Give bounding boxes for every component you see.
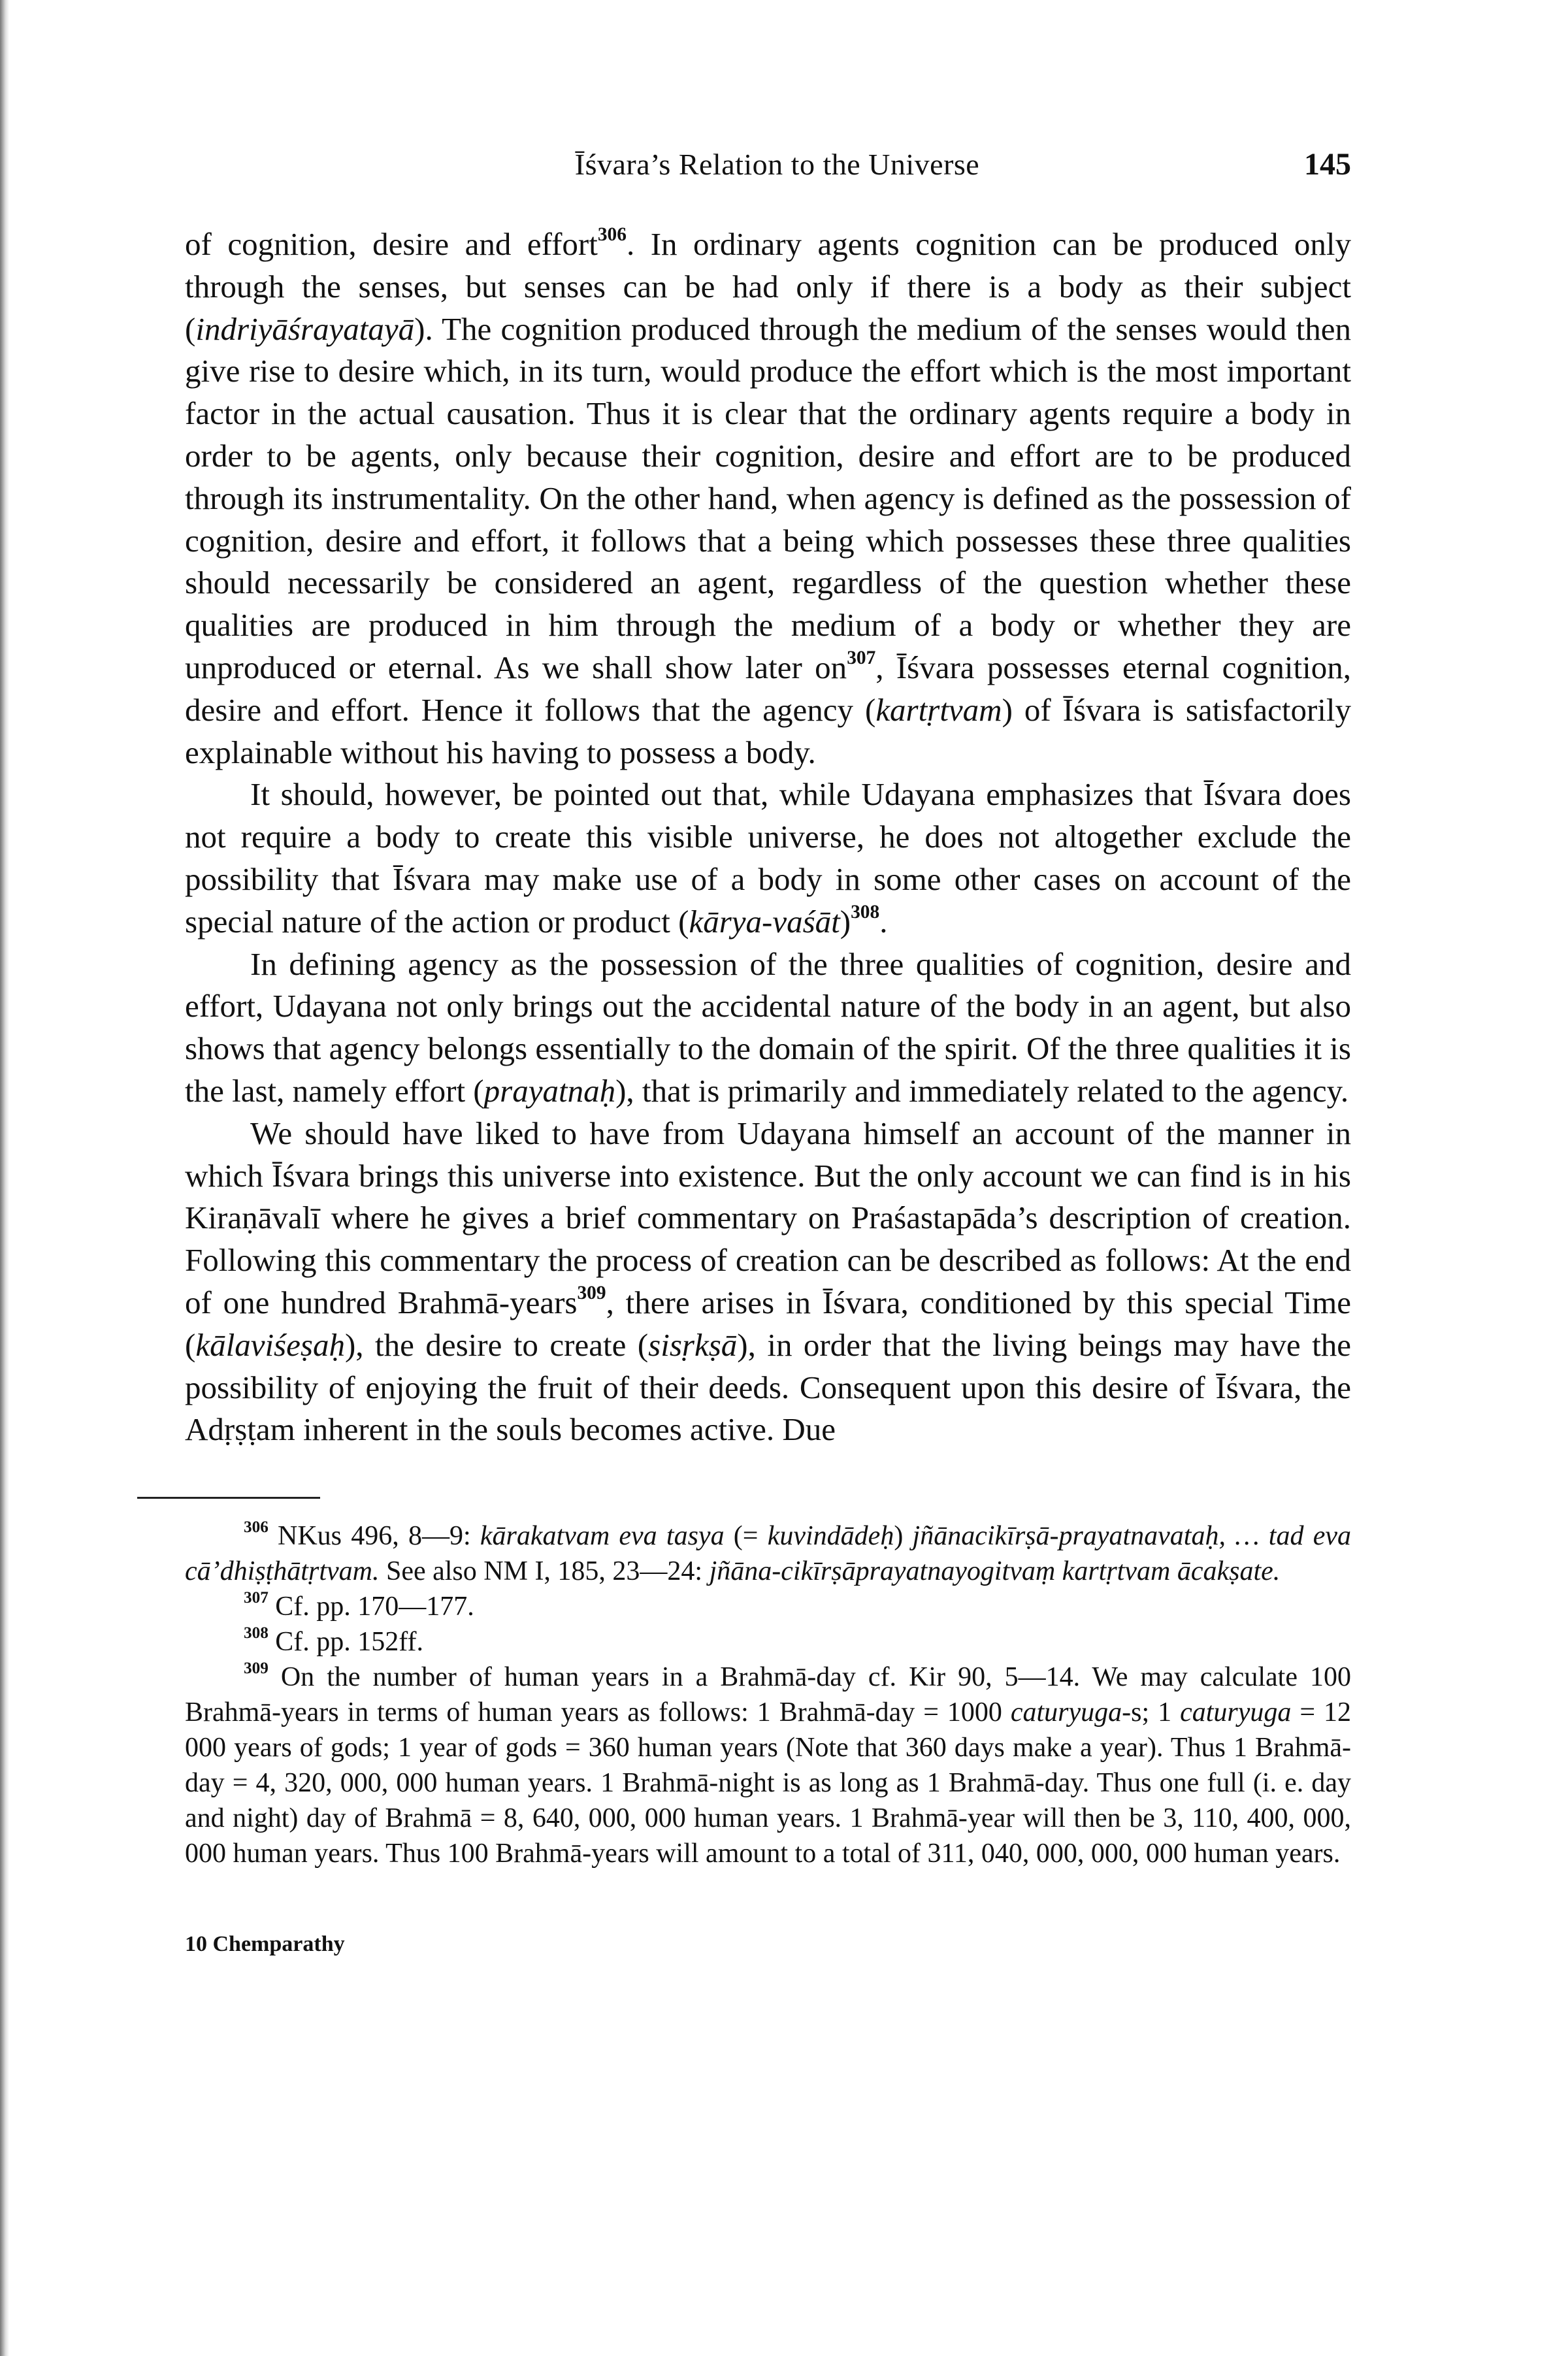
- footnote-reference: 306: [597, 223, 627, 245]
- text-run: ): [840, 903, 851, 940]
- footnote-reference: 307: [244, 1589, 269, 1607]
- text-run: On the number of human years in a Brahmā-day cf. Kir 90, 5—14. We may calculate 100 Brahmā-years in terms of human years as follows: 1 Brahmā-day = 1000: [185, 1662, 1351, 1728]
- italic-term: kālaviśeṣaḥ: [195, 1326, 345, 1363]
- text-run: We should have liked to have from Udayana himself an account of the manner in which Īśvara brings this universe into existence. But the only account we can find is in his Kiraṇāvalī where he gives a brief commentary on Praśastapāda’s description of creation. Following this commentary the process of creation can be described as follows: At the end of one hundred Brahmā-years: [185, 1115, 1351, 1320]
- text-run: In defining agency as the possession of the three qualities of cognition, desire and effort, Udayana not only brings out the accidental nature of the body in an agent, but also shows that agency belongs essentially to the domain of the spirit. Of the three qualities it is the last, namely effort (: [185, 945, 1351, 1109]
- text-run: -s; 1: [1122, 1697, 1181, 1728]
- page-header: [185, 145, 1351, 184]
- text-run: ), the desire to create (: [344, 1326, 649, 1363]
- footnote-reference: 309: [244, 1660, 269, 1678]
- page-number: 145: [1304, 147, 1351, 182]
- text-run: = 12 000 years of gods; 1 year of gods = 360 human years (Note that 360 days make a year). Thus 1 Brahmā-day = 4, 320, 000, 000 human years. 1 Brahmā-night is as long as 1 Brahmā-day. Thus one full (i. e. day and night) day of Brahmā = 8, 640, 000, 000 human years. 1 Brahmā-year will then be 3, 110, 400, 000, 000 human years. Thus 100 Brahmā-years will amount to a total of 311, 040, 000, 000, 000 human years.: [185, 1697, 1351, 1869]
- italic-term: indriyāśrayatayā: [195, 310, 415, 347]
- signature-mark: 10 Chemparathy: [185, 1932, 345, 1957]
- text-run: ) of Īśvara is satisfactorily explainable without his having to possess a body.: [185, 691, 1351, 770]
- footnote-reference: 308: [244, 1624, 269, 1643]
- text-run: ): [894, 1521, 913, 1552]
- footnote-reference: 307: [847, 647, 876, 668]
- italic-term: jñānacikīrṣā-prayatnavataḥ, … tad eva cā’dhiṣṭhātṛtvam.: [185, 1521, 1351, 1587]
- footnotes: [185, 1518, 1351, 1871]
- running-title: Īśvara’s Relation to the Universe: [574, 148, 980, 181]
- footnote-rule: [137, 1497, 320, 1499]
- footnote: [185, 1589, 1351, 1624]
- footnote: [185, 1624, 1351, 1660]
- text-run: Cf. pp. 170—177.: [268, 1592, 474, 1622]
- text-run: , there arises in Īśvara, conditioned by this special Time (: [185, 1284, 1351, 1363]
- text-run: See also NM I, 185, 23—24:: [379, 1556, 710, 1587]
- paragraph: [185, 223, 1351, 774]
- text-run: , Īśvara possesses eternal cognition, desire and effort. Hence it follows that the agency (: [185, 649, 1351, 728]
- text-run: (=: [724, 1521, 768, 1552]
- text-run: of cognition, desire and effort: [185, 226, 598, 262]
- paragraph: [185, 943, 1351, 1113]
- text-run: ), that is primarily and immediately related to the agency.: [615, 1072, 1349, 1109]
- italic-term: caturyuga: [1010, 1697, 1122, 1728]
- text-run: ), in order that the living beings may have the possibility of enjoying the fruit of their deeds. Consequent upon this desire of Īśvara, the Adṛṣṭam inherent in the souls becomes active. Due: [185, 1326, 1351, 1448]
- italic-term: kartṛtvam: [875, 691, 1002, 728]
- footnote: [185, 1660, 1351, 1871]
- footnote: [185, 1518, 1351, 1589]
- text-run: NKus 496, 8—9:: [268, 1521, 480, 1552]
- text-run: .: [879, 903, 888, 940]
- italic-term: jñāna-cikīrṣāprayatnayogitvaṃ kartṛtvam ācakṣate.: [709, 1556, 1281, 1587]
- italic-term: kārakatvam eva tasya: [480, 1521, 725, 1552]
- footnote-reference: 309: [577, 1282, 606, 1303]
- italic-term: kārya-vaśāt: [689, 903, 840, 940]
- text-run: . In ordinary agents cognition can be produced only through the senses, but senses can be had only if there is a body as their subject (: [185, 226, 1351, 347]
- text-run: Cf. pp. 152ff.: [268, 1627, 423, 1658]
- italic-term: sisṛkṣā: [648, 1326, 738, 1363]
- paragraph: [185, 1113, 1351, 1451]
- italic-term: kuvindādeḥ: [767, 1521, 894, 1552]
- text-run: ). The cognition produced through the medium of the senses would then give rise to desire which, in its turn, would produce the effort which is the most important factor in the actual causation. Thus it is clear that the ordinary agents require a body in order to be agents, only because their cognition, desire and effort are to be produced through its instrumentality. On the other hand, when agency is defined as the possession of cognition, desire and effort, it follows that a being which possesses these three qualities should necessarily be considered an agent, regardless of the question whether these qualities are produced in him through the medium of a body or whether they are unproduced or eternal. As we shall show later on: [185, 310, 1351, 685]
- footnote-reference: 308: [851, 901, 880, 923]
- text-run: It should, however, be pointed out that, while Udayana emphasizes that Īśvara does not require a body to create this visible universe, he does not altogether exclude the possibility that Īśvara may make use of a body in some other cases on account of the special nature of the action or product (: [185, 776, 1351, 940]
- italic-term: caturyuga: [1180, 1697, 1292, 1728]
- body-text: [185, 223, 1351, 1451]
- paragraph: [185, 774, 1351, 943]
- italic-term: prayatnaḥ: [483, 1072, 616, 1109]
- footnote-reference: 306: [244, 1518, 269, 1537]
